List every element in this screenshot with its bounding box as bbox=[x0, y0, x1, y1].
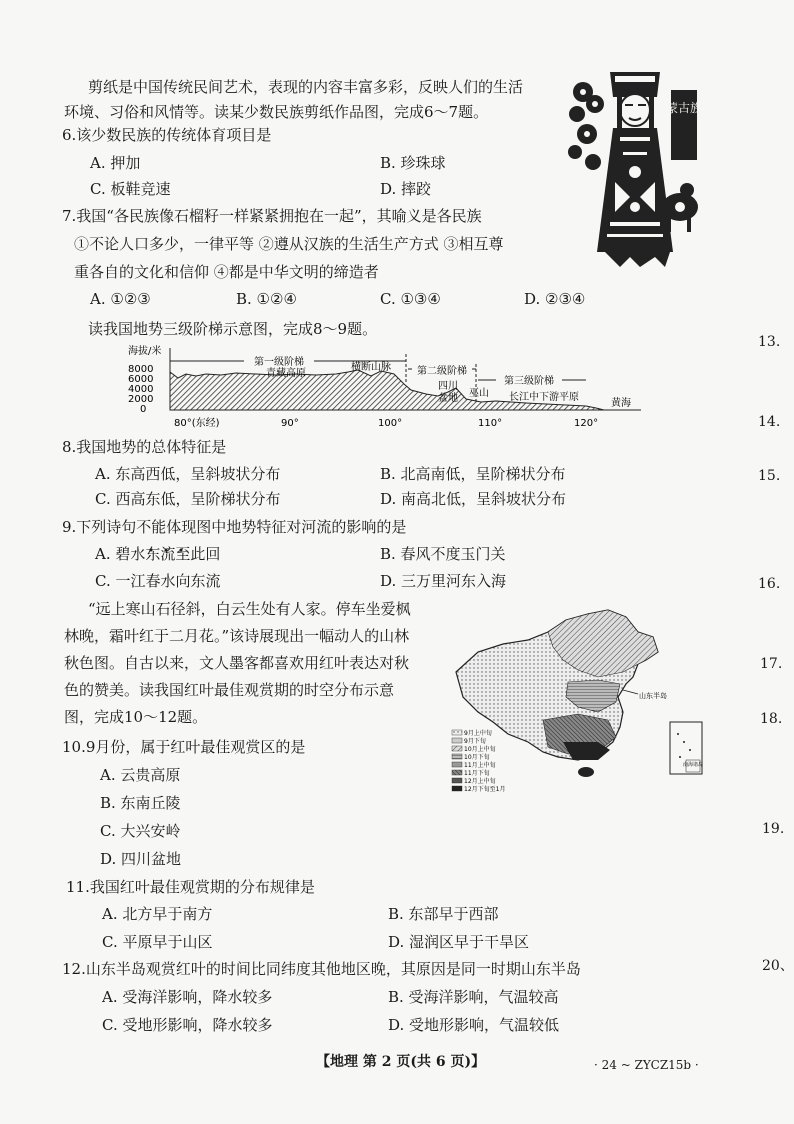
margin-number: 20、 bbox=[762, 958, 794, 974]
margin-number: 17. bbox=[760, 656, 783, 672]
region-label: 盆地 bbox=[438, 393, 458, 404]
option-b: B. 珍珠球 bbox=[380, 154, 446, 172]
x-tick: 120° bbox=[574, 418, 599, 429]
option-b: B. ①②④ bbox=[236, 290, 297, 308]
intro-line: 环境、习俗和风情等。读某少数民族剪纸作品图，完成6～7题。 bbox=[64, 103, 489, 121]
option-d: D. 三万里河东入海 bbox=[380, 572, 507, 590]
y-tick: 2000 bbox=[128, 394, 154, 405]
intro-line: “远上寒山石径斜，白云生处有人家。停车坐爱枫 bbox=[88, 600, 411, 618]
step2-label: 第二级阶梯 bbox=[417, 366, 467, 377]
question-line: ①不论人口多少，一律平等 ②遵从汉族的生活生产方式 ③相互尊 bbox=[74, 235, 504, 253]
option-a: A. 押加 bbox=[90, 154, 141, 172]
step3-label: 第三级阶梯 bbox=[504, 376, 554, 387]
option-c: C. 大兴安岭 bbox=[100, 822, 181, 840]
paper-cut-label: 蒙古族 bbox=[665, 101, 700, 115]
margin-number: 13. bbox=[758, 334, 781, 350]
option-a: A. 东高西低，呈斜坡状分布 bbox=[95, 465, 281, 483]
question-stem: 8.我国地势的总体特征是 bbox=[62, 438, 227, 456]
option-d: D. 湿润区早于干旱区 bbox=[388, 933, 530, 951]
option-b: B. 受海洋影响，气温较高 bbox=[388, 988, 559, 1006]
option-a: A. ①②③ bbox=[90, 290, 151, 308]
region-label: 长江中下游平原 bbox=[509, 392, 579, 403]
x-tick: 80°(东经) bbox=[174, 418, 220, 429]
option-a: A. 北方早于南方 bbox=[102, 905, 213, 923]
x-tick: 110° bbox=[478, 418, 503, 429]
option-a: A. 云贵高原 bbox=[100, 766, 181, 784]
option-a: A. 碧水东流至此回 bbox=[95, 545, 221, 563]
option-c: C. 西高东低，呈阶梯状分布 bbox=[95, 490, 281, 508]
x-tick: 90° bbox=[281, 418, 299, 429]
legend-item: 9月下旬 bbox=[464, 738, 486, 745]
inset-label: 南海诸岛 bbox=[682, 762, 704, 768]
china-map bbox=[448, 602, 718, 804]
question-stem: 10.9月份，属于红叶最佳观赏区的是 bbox=[62, 738, 306, 756]
option-b: B. 东部早于西部 bbox=[388, 905, 499, 923]
option-c: C. ①③④ bbox=[380, 290, 441, 308]
legend-item: 10月下旬 bbox=[464, 754, 490, 761]
legend-item: 12月上中旬 bbox=[464, 778, 496, 785]
margin-number: 16. bbox=[758, 576, 781, 592]
y-tick: 0 bbox=[140, 404, 147, 415]
x-tick: 100° bbox=[378, 418, 403, 429]
region-label: 四川 bbox=[438, 381, 458, 392]
option-b: B. 春风不度玉门关 bbox=[380, 545, 506, 563]
emphasis-dots bbox=[147, 537, 187, 541]
legend-item: 12月下旬至1月 bbox=[464, 786, 506, 793]
option-c: C. 一江春水向东流 bbox=[95, 572, 221, 590]
intro-line: 剪纸是中国传统民间艺术，表现的内容丰富多彩，反映人们的生活 bbox=[88, 78, 524, 96]
intro-line: 色的赞美。读我国红叶最佳观赏期的时空分布示意 bbox=[64, 681, 395, 699]
y-tick: 6000 bbox=[128, 374, 154, 385]
y-tick: 4000 bbox=[128, 384, 154, 395]
question-line: 重各自的文化和信仰 ④都是中华文明的缔造者 bbox=[74, 263, 379, 281]
option-c: C. 平原早于山区 bbox=[102, 933, 213, 951]
region-label: 巫山 bbox=[469, 388, 489, 399]
legend-item: 10月上中旬 bbox=[464, 746, 496, 753]
sea-label: 黄海 bbox=[611, 398, 631, 409]
y-axis-label: 海拔/米 bbox=[128, 346, 162, 357]
option-c: C. 板鞋竞速 bbox=[90, 180, 171, 198]
option-d: D. 四川盆地 bbox=[100, 850, 182, 868]
option-d: D. ②③④ bbox=[524, 290, 586, 308]
shandong-label: 山东半岛 bbox=[639, 692, 667, 700]
legend-item: 9月上中旬 bbox=[464, 730, 492, 737]
option-c: C. 受地形影响，降水较多 bbox=[102, 1016, 273, 1034]
question-stem: 12.山东半岛观赏红叶的时间比同纬度其他地区晚，其原因是同一时期山东半岛 bbox=[62, 960, 581, 978]
region-label: 横断山脉 bbox=[351, 362, 391, 373]
question-stem: 9.下列诗句不能体现图中地势特征对河流的影响的是 bbox=[62, 518, 407, 536]
legend-item: 11月下旬 bbox=[464, 770, 490, 777]
terrain-profile bbox=[126, 344, 646, 436]
option-b: B. 北高南低，呈阶梯状分布 bbox=[380, 465, 566, 483]
y-tick: 8000 bbox=[128, 364, 154, 375]
intro-line: 读我国地势三级阶梯示意图，完成8～9题。 bbox=[88, 320, 378, 338]
option-d: D. 南高北低，呈斜坡状分布 bbox=[380, 490, 567, 508]
margin-number: 18. bbox=[760, 711, 783, 727]
step1-label: 第一级阶梯 bbox=[254, 357, 304, 368]
page-footer: 【地理 第 2 页(共 6 页)】 bbox=[316, 1054, 486, 1070]
margin-number: 14. bbox=[758, 414, 781, 430]
intro-line: 图，完成10～12题。 bbox=[64, 708, 208, 726]
intro-line: 林晚，霜叶红于二月花。”该诗展现出一幅动人的山林 bbox=[64, 627, 410, 645]
intro-line: 秋色图。自古以来，文人墨客都喜欢用红叶表达对秋 bbox=[64, 654, 410, 672]
question-stem: 6.该少数民族的传统体育项目是 bbox=[62, 126, 272, 144]
option-a: A. 受海洋影响，降水较多 bbox=[102, 988, 273, 1006]
question-stem: 11.我国红叶最佳观赏期的分布规律是 bbox=[66, 878, 315, 896]
option-b: B. 东南丘陵 bbox=[100, 794, 181, 812]
option-d: D. 受地形影响，气温较低 bbox=[388, 1016, 560, 1034]
option-d: D. 摔跤 bbox=[380, 180, 432, 198]
page-code: · 24 ~ ZYCZ15b · bbox=[594, 1058, 699, 1072]
margin-number: 19. bbox=[762, 821, 785, 837]
question-stem: 7.我国“各民族像石榴籽一样紧紧拥抱在一起”，其喻义是各民族 bbox=[62, 207, 482, 225]
paper-cut-image bbox=[565, 62, 700, 277]
legend-item: 11月上中旬 bbox=[464, 762, 496, 769]
margin-number: 15. bbox=[758, 468, 781, 484]
region-label: 青藏高原 bbox=[266, 368, 306, 379]
